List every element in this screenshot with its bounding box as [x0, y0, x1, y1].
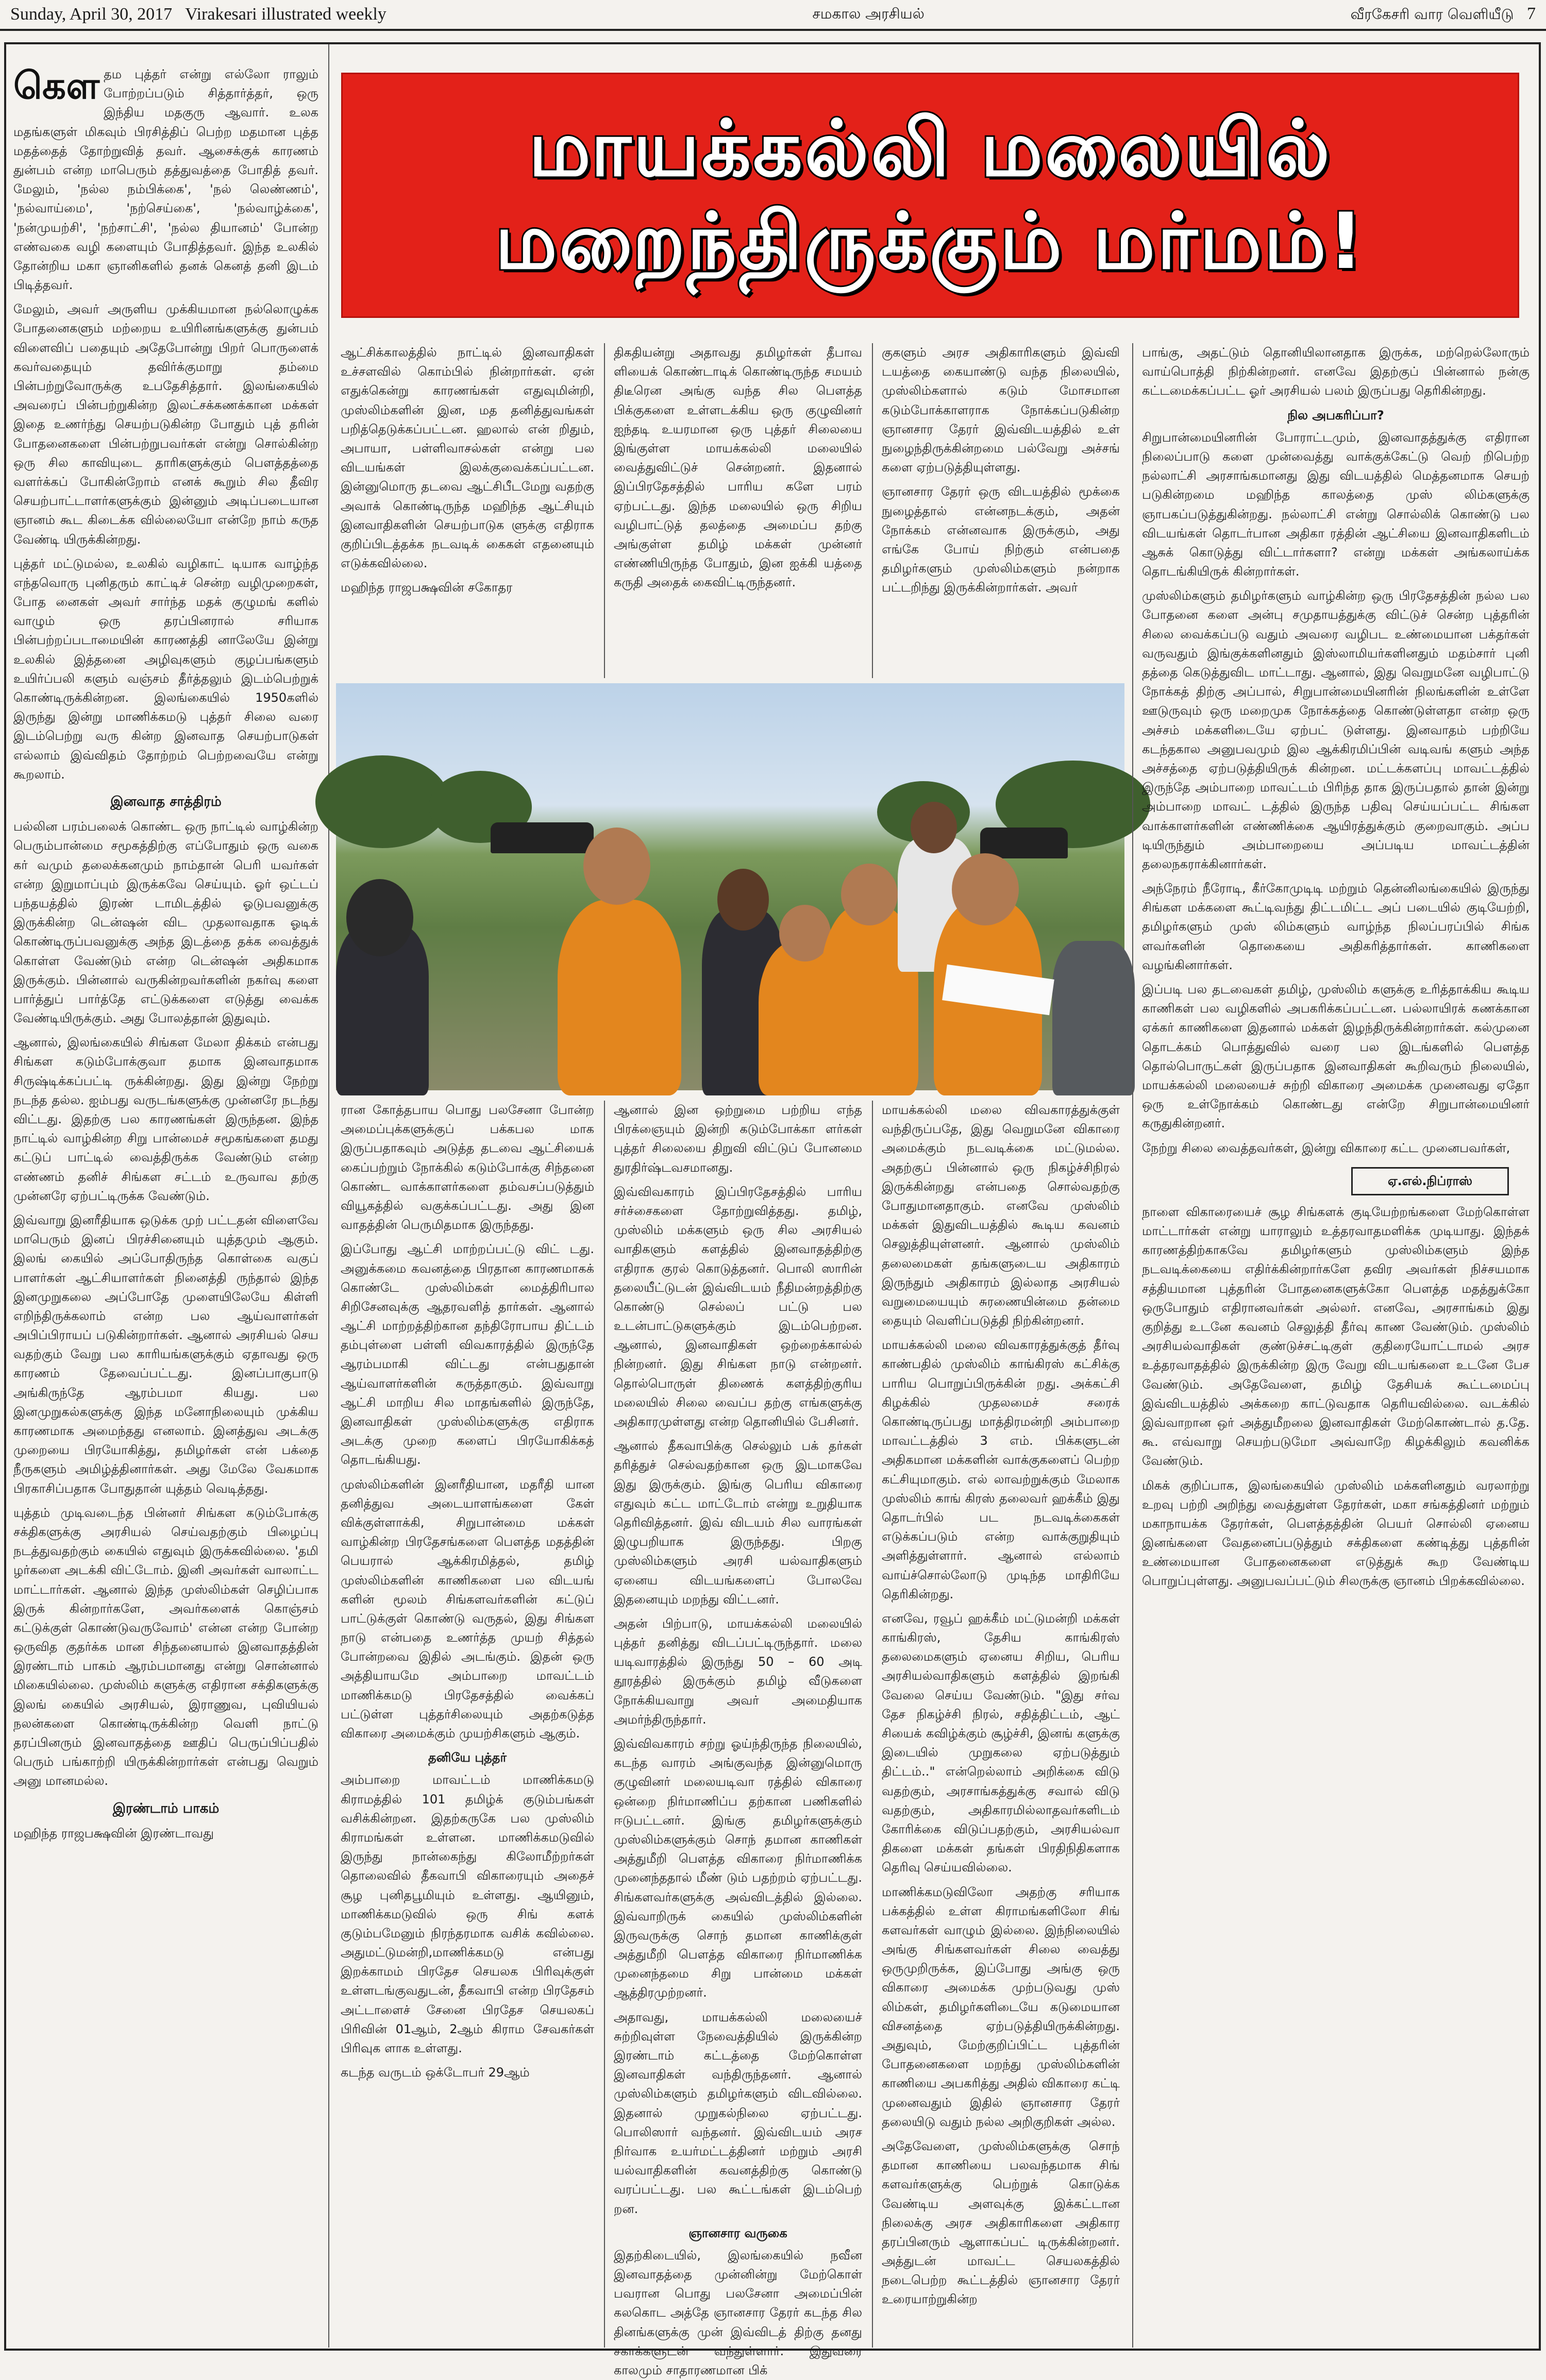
- col1-para-7: யுத்தம் முடிவடைந்த பின்னர் சிங்கள கடும்போக்கு சக்திகளுக்கு அரசியல் செய்வதற்கும் பிழைப்பு நடத்துவதற்கும் கையில் எதுவும் இருக்கவில்லை. 'தமி ழர்களை அடக்கி விட்டோம். இனி அவர்கள் வாலாட்ட மாட்டார்கள். ஆனால் இந்த முஸ்லிம்கள் செழிப்பாக இருக் கின்றார்களே, அவர்களைக் கொஞ்சம் கட்டுக்குள் கொண்டுவருவோம்' என்ன என்ற போன்ற ஒருவித குதர்க்க மான சிந்தனையால் இனவாதத்தின் இரண்டாம் பாகம் ஆரம்பமானது என்று சொன்னால் மிகையில்லை. முஸ்லிம் களுக்கு எதிரான சக்திகளுக்கு இலங் கையில் அரசியல், இராணுவ, புவியியல் நலன்களை கொண்டிருக்கின்ற வெளி நாட்டு தரப்பினரும் இனவாதத்தை ஊதிப் பெருப்பிப்பதில் பெரும் பங்காற்றி யிருக்கின்றார்கள் என்பது வெறும் அனு மானமல்ல.: [13, 1505, 318, 1788]
- page-frame: [4, 42, 1541, 2377]
- headline-box: [341, 73, 1519, 318]
- col5-para-6: நேற்று சிலை வைத்தவர்கள், இன்று விகாரை கட்ட முனைபவர்கள்,: [1142, 1140, 1510, 1155]
- col3-top-para-1: திகதியன்று அதாவது தமிழர்கள் தீபாவ ளியைக் கொண்டாடிக் கொண்டிருந்த சமயம் திடீரென அங்கு வந்த சில பௌத்த பிக்குகளை உள்ளடக்கிய ஒரு குழுவினர் ஐந்தடி உயரமான ஒரு புத்தர் சிலையை இங்குள்ள மாயக்கல்லி மலையில் வைத்துவிட்டுச் சென்றனர். இதனால் இப்பிரதேசத்தில் பாரிய களே பரம் ஏற்பட்டது. இந்த மலையில் ஒரு சிறிய வழிபாட்டுத் தலத்தை அமைப்ப தற்கு அங்குள்ள தமிழ் மக்கள் முன்னர் எண்ணியிருந்த போதும், இன ஐக்கி யத்தை கருதி அதைக் கைவிட்டிருந்தனர்.: [614, 345, 862, 590]
- page-header: [0, 0, 1546, 31]
- news-photo: [336, 683, 1124, 1090]
- col2-bottom-para-3: முஸ்லிம்களின் இனரீதியான, மதரீதி யான தனித்துவ அடையாளங்களை கேள் விக்குள்ளாக்கி, சிறுபான்மை மக்கள் வாழ்கின்ற பிரதேசங்களை பௌத்த மதத்தின் பெயரால் ஆக்கிரமித்தல், தமிழ் முஸ்லிம்களின் காணிகளை பல விடயங் களின் மூலம் சிங்களவர்களின் கட்டுப் பாட்டுக்குள் கொண்டு வருதல், இது சிங்கள நாடு என்பதை உணர்த்த முயற் சித்தல் போன்றவை இதில் அடங்கும். இதன் ஒரு அத்தியாயமே அம்பாறை மாவட்டம் மாணிக்கமடு பிரதேசத்தில் வைக்கப் பட்டுள்ள புத்தர்சிலையும் அதற்கடுத்த விகாரை அமைக்கும் முயற்சிகளும் ஆகும்.: [341, 1477, 594, 1741]
- header-publication: Virakesari illustrated weekly: [185, 5, 386, 24]
- col1-para-3: புத்தர் மட்டுமல்ல, உலகில் வழிகாட் டியாக வாழ்ந்த எந்தவொரு புனிதரும் காட்டிச் சென்ற வழிமுறைகள், போத னைகள் அவர் சார்ந்த மதக் குழுமங் களில் வாழும் ஒரு தரப்பினரால் சரியாக பின்பற்றப்படாமையின் காரணத்தி னாலேயே இன்று உலகில் இத்தனை அழிவுகளும் குழப்பங்களும் உயிர்ப்பலி களும் வஞ்சம் தீர்த்தலும் இடம்பெற்றுக் கொண்டிருக்கின்றன. இலங்கையில் 1950களில் இருந்து இன்று மாணிக்கமடு புத்தர் சிலை வரை இடம்பெற்று வரு கின்ற இனவாத செயற்பாடுகள் எல்லாம் இவ்விதம் தோற்றம் பெற்றவையே என்று கூறலாம்.: [13, 556, 318, 782]
- col1-para-1: [13, 65, 318, 295]
- column-rule: [328, 44, 329, 2348]
- col4-top-para-2: ஞானசார தேரர் ஒரு விடயத்தில் மூக்கை நுழைத்தால் என்னநடக்கும், அதன் நோக்கம் என்னவாக இருக்கும், அது எங்கே போய் நிற்கும் என்பதை தமிழர்களும் முஸ்லிம்களும் நன்றாக பட்டறிந்து இருக்கின்றார்கள். அவர்: [882, 484, 1120, 595]
- col1-para-6: இவ்வாறு இனரீதியாக ஒடுக்க முற் பட்டதன் விளைவே மாபெரும் இனப் பிரச்சினையும் யுத்தமும் ஆகும். இலங் கையில் அப்போதிருந்த கொள்கை வகுப் பாளர்கள் ஆட்சியாளர்கள் நினைத்தி ருந்தால் இந்த இனமுறுகலை அப்போதே முளையிலேயே கிள்ளி எறிந்திருக்கலாம் என்ற பல ஆய்வாளர்கள் அபிப்பிராயப் படுகின்றார்கள். ஆனால் அரசியல் செய வதற்கும் வேறு பல காரியங்களுக்கும் ஏதாவது ஒரு காரணம் தேவைப்பட்டது. இனப்பாகுபாடு அங்கிருந்தே ஆரம்பமா கியது. பல இனமுறுகல்களுக்கு இந்த மனோநிலையும் முக்கிய காரணமாக அமைந்தது எனலாம். இனத்துவ அடக்கு முறையை பிரயோகித்து, தமிழர்கள் என் பக்தை நீருகளும் அமிழ்த்தினார்கள். அது மேலே வேகமாக பிரகாசிப்பதாக போதுதான் யுத்தம் வெடித்தது.: [13, 1212, 318, 1496]
- header-left: [10, 5, 386, 24]
- col1-para-4: பல்லின பரம்பலைக் கொண்ட ஒரு நாட்டில் வாழ்கின்ற பெரும்பான்மை சமூகத்திற்கு எப்போதும் ஒரு வகை கர் வமும் தலைக்கனமும் நாம்தான் பெரி யவர்கள் என்ற இறுமாப்பும் இருக்கவே செய்யும். ஓர் ஒட்டப் பந்தயத்தில் இரண் டாமிடத்தில் ஓடுபவனுக்கு இருக்கின்ற டென்ஷன் விட முதலாவதாக ஓடிக் கொண்டிருப்பவனுக்கு அந்த இடத்தை தக்க வைத்துக் கொள்ள வேண்டும் என்ற டென்ஷன் அதிகமாக இருக்கும். பின்னால் வருகின்றவர்களின் நகர்வு களை பார்த்துப் பார்த்தே எட்டுக்களை எடுத்து வைக்க வேண்டியிருக்கும். அது போலத்தான் இதுவும்.: [13, 819, 318, 1026]
- col1-para-5: ஆனால், இலங்கையில் சிங்கள மேலா திக்கம் என்பது சிங்கள கடும்போக்குவா தமாக இனவாதமாக சிருஷ்டிக்கப்பட்டி ருக்கின்றது. இது இன்று நேற்று நடந்த தல்ல. ஐம்பது வருடங்களுக்கு முன்னரே நடந்து விட்டது. இதற்கு பல காரணங்கள் இருந்தன. இந்த நாட்டில் வாழ்கின்ற சிறு பான்மைச் சமூகங்களை தமது கட்டுப் பாட்டில் வைத்திருக்க வேண்டும் என்ற எண்ணம் தனிச் சிங்கள சட்டம் உருவாவ தற்கு முன்னரே ஏற்பட்டிருக்க வேண்டும்.: [13, 1035, 318, 1203]
- col5-para-8: மிகக் குறிப்பாக, இலங்கையில் முஸ்லிம் மக்களினதும் வரலாற்று உறவு பற்றி அறிந்து வைத்துள்ள தேரர்கள், மகா சங்கத்தினர் மற்றும் மகாநாயக்க தேரர்கள், பௌத்தத்தின் பெயர் சொல்லி ஏனைய இனங்களை வேதனைப்படுத்தும் சக்திகளை கண்டித்து புத்தரின் உண்மையான போதனைகளை எடுத்துக் கூற வேண்டிய பொறுப்புள்ளது. அனுபவப்பட்டும் சிலருக்கு ஞானம் பிறக்கவில்லை.: [1142, 1478, 1530, 1589]
- person-head: [911, 802, 957, 853]
- column-rule: [1132, 343, 1133, 2348]
- col1-text-1: தம புத்தர் என்று எல்லோ ராலும் போற்றப்படும் சித்தார்த்தர், ஒரு இந்திய மதகுரு ஆவார். உலக மதங்களுள் மிகவும் பிரசித்திப் பெற்ற மதமான புத்த மதத்தைத் தோற்றுவித் தவர். ஆசைக்குக் காரணம் துன்பம் என்ற மாபெரும் தத்துவத்தை போதித் தவர். மேலும், 'நல்ல நம்பிக்கை', 'நல் லெண்ணம்', 'நல்வாய்மை', 'நற்செய்கை', 'நல்வாழ்க்கை', 'நன்முயற்சி', 'நற்சாட்சி', 'நல்ல தியானம்' போன்ற எண்வகை வழி களையும் போதித்தவர். இந்த உலகில் தோன்றிய மகா ஞானிகளில் தனக் கெனத் தனி இடம் பிடித்தவர்.: [13, 67, 318, 293]
- column-2-top: [333, 343, 601, 678]
- col4-bottom-para-3: எனவே, ரவூப் ஹக்கீம் மட்டுமன்றி மக்கள் காங்கிரஸ், தேசிய காங்கிரஸ் தலைமைகளும் ஏனைய சிறிய, பெரிய அரசியல்வாதிகளும் களத்தில் இறங்கி வேலை செய்ய வேண்டும். "இது சர்வ தேச நிகழ்ச்சி நிரல், சதித்திட்டம், ஆட் சியைக் கவிழ்க்கும் சூழ்ச்சி, இனங் களுக்கு இடையில் முறுகலை ஏற்படுத்தும் திட்டம்.." என்றெல்லாம் அறிக்கை விடு வதற்கும், அரசாங்கத்துக்கு சவால் விடு வதற்கும், அதிகாரமில்லாதவர்களிடம் கோரிக்கை விடுப்பதற்கும், அரசியல்வா திகளை மக்கள் தங்கள் பிரதிநிதிகளாக தெரிவு செய்யவில்லை.: [882, 1611, 1120, 1875]
- column-rule: [872, 1101, 873, 2348]
- column-4-top: [875, 343, 1127, 678]
- col4-bottom-para-5: அதேவேளை, முஸ்லிம்களுக்கு சொந் தமான காணியை பலவந்தமாக சிங் களவர்களுக்கு பெற்றுக் கொடுக்க வேண்டிய அளவுக்கு இக்கட்டான நிலைக்கு அரச அதிகாரிகளை அதிகார தரப்பினரும் ஆளாகப்பட் டிருக்கின்றனர். அத்துடன் மாவட்ட செயலகத்தில் நடைபெற்ற கூட்டத்தில் ஞானசார தேரர் உரையாற்றுகின்ற: [882, 2138, 1120, 2307]
- col3-bottom-para-1: ஆனால் இன ஒற்றுமை பற்றிய எந்த பிரக்ஞையும் இன்றி கடும்போக்கா ளர்கள் புத்தர் சிலையை திறுவி விட்டுப் போனமை துரதிர்ஷ்டவசமானது.: [614, 1103, 862, 1175]
- car: [491, 822, 594, 853]
- dropcap: கௌ: [13, 63, 100, 107]
- person-head: [717, 869, 769, 931]
- col2-bottom-para-2: இப்போது ஆட்சி மாற்றப்பட்டு விட் டது. அனுக்கமை கவனத்தை பிரதான காரணமாகக் கொண்டே முஸ்லிம்கள் மைத்திரிபால சிறிசேனவுக்கு ஆதரவளித் தார்கள். ஆனால் ஆட்சி மாற்றத்திற்கான தந்திரோபாய திட்டம் தம்புள்ளை பள்ளி விவகாரத்தில் இருந்தே ஆரம்பமாகி விட்டது என்பதுதான் ஆய்வாளர்களின் கருத்தாகும். இவ்வாறு ஆட்சி மாறிய சில மாதங்களில் இருந்தே, இனவாதிகள் முஸ்லிம்களுக்கு எதிராக அடக்கு முறை களைப் பிரயோகிக்கத் தொடங்கியது.: [341, 1242, 594, 1467]
- col3-subhead: ஞானசார வருகை: [688, 2225, 787, 2240]
- column-rule: [872, 343, 873, 678]
- col3-bottom-para-5: இவ்விவகாரம் சற்று ஓய்ந்திருந்த நிலையில், கடந்த வாரம் அங்குவந்த இன்னுமொரு குழுவினர் மலையடிவா ரத்தில் விகாரை ஒன்றை நிர்மாணிப்ப தற்கான பணிகளில் ஈடுபட்டனர். இங்கு தமிழர்களுக்கும் முஸ்லிம்களுக்கும் சொந் தமான காணிகள் அத்துமீறி பௌத்த விகாரை நிர்மாணிக்க முனைந்ததால் மீண் டும் பதற்றம் ஏற்பட்டது. சிங்களவர்களுக்கு அவ்விடத்தில் இல்லை. இவ்வாறிருக் கையில் முஸ்லிம்களின் இருவருக்கு சொந் தமான காணிக்குள் அத்துமீறி பௌத்த விகாரை நிர்மாணிக்க முனைந்தமை சிறு பான்மை மக்கள் ஆத்திரமுற்றனர்.: [614, 1736, 862, 2000]
- col4-top-para-1: குகளும் அரச அதிகாரிகளும் இவ்வி டயத்தை கையாண்டு வந்த நிலையில், முஸ்லிம்களால் கடும் மோசமான கடும்போக்காளராக நோக்கப்படுகின்ற ஞானசார தேரர் இவ்விடயத்தில் உள் நுழைந்திருக்கின்றமை பல்வேறு அச்சங் களை ஏற்படுத்தியுள்ளது.: [882, 345, 1120, 475]
- col2-top-para-1: ஆட்சிக்காலத்தில் நாட்டில் இனவாதிகள் உச்சளவில் கொம்பில் நின்றார்கள். ஏன் எதுக்கென்று காரணங்கள் எதுவுமின்றி, முஸ்லிம்களின் இன, மத தனித்துவங்கள் பறித்தெடுக்கப்பட்டன. ஹலால் என் றிதும், அபாயா, பள்ளிவாசல்கள் என்று பல விடயங்கள் இலக்குவைக்கப்பட்டன. இன்னுமொரு தடவை ஆட்சிபீடமேறு வதற்கு அவாக் கொண்டிருந்த மஹிந்த ஆட்சியும் இனவாதிகளின் செயற்பாடுக ளுக்கு எதிராக குறிப்பிடத்தக்க நடவடிக் கைகள் எதனையும் எடுக்கவில்லை.: [341, 345, 594, 571]
- column-4-bottom: [875, 1101, 1127, 2348]
- col2-top-para-2: மஹிந்த ராஜபக்ஷவின் சகோதர: [341, 580, 513, 595]
- person: [1052, 941, 1135, 1095]
- col3-bottom-para-2: இவ்விவகாரம் இப்பிரதேசத்தில் பாரிய சர்ச்சைகளை தோற்றுவித்தது. தமிழ், முஸ்லிம் மக்களும் ஒரு சில அரசியல் வாதிகளும் களத்தில் இனவாதத்திற்கு எதிராக குரல் கொடுத்தனர். பொலி ஸாரின் தலையீட்டுடன் இவ்விடயம் நீதிமன்றத்திற்கு கொண்டு செல்லப் பட்டு பல உடன்பாட்டுகளுக்கும் இடம்பெற்றன. ஆனால், இனவாதிகள் ஒற்றைக்கால்ல் நின்றனர். இது சிங்கள நாடு என்றனர். தொல்பொருள் திணைக் களத்திற்குரிய மலையில் சிலை வைப்ப தற்கு எங்களுக்கு அதிகாரமுள்ளது என்ற தொனியில் பேசினர்.: [614, 1184, 862, 1429]
- col4-bottom-para-2: மாயக்கல்லி மலை விவகாரத்துக்குத் தீர்வு காண்பதில் முஸ்லிம் காங்கிரஸ் கட்சிக்கு பாரிய பொறுப்பிருக்கின் றது. அக்கட்சி கிழக்கில் முதலமைச் சரைக் கொண்டிருப்பது மாத்திரமன்றி அம்பாறை மாவட்டத்தில் 3 எம். பிக்களுடன் அதிகமான மக்களின் வாக்குகளைப் பெற்ற கட்சியுமாகும். எல் லாவற்றுக்கும் மேலாக முஸ்லிம் காங் கிரஸ் தலைவர் ஹக்கீம் இது தொடர்பில் பட நடவடிக்கைகள் எடுக்கப்படும் என்ற வாக்குறுதியும் அளித்துள்ளார். ஆனால் எல்லாம் வாய்ச்சொல்லோடு முடிந்த மாதிரியே தெரிகின்றது.: [882, 1338, 1120, 1601]
- column-1: [6, 44, 326, 2348]
- monk-head: [952, 853, 1019, 925]
- col2-bottom-para-5: கடந்த வருடம் ஒக்டோபர் 29ஆம்: [341, 2065, 530, 2080]
- col3-bottom-para-6: அதாவது, மாயக்கல்லி மலையைச் சுற்றிவுள்ள நேவைத்தியில் இருக்கின்ற இரண்டாம் கட்டத்தை மேற்கொள்ள இனவாதிகள் வந்திருந்தனர். ஆனால் முஸ்லிம்களும் தமிழர்களும் விடவில்லை. இதனால் முறுகல்நிலை ஏற்பட்டது. பொலிஸார் வந்தனர். இவ்விடயம் அரச நிர்வாக உயர்மட்டத்தினர் மற்றும் அரசி யல்வாதிகளின் கவனத்திற்கு கொண்டு வரப்பட்டது. பல கூட்டங்கள் இடம்பெற் றன.: [614, 2010, 862, 2216]
- col4-bottom-para-4: மாணிக்கமடுவிலோ அதற்கு சரியாக பக்கத்தில் உள்ள கிராமங்களிலோ சிங் களவர்கள் வாழும் இல்லை. இந்நிலையில் அங்கு சிங்களவர்கள் சிலை வைத்து ஒருமுறிருக்க, இப்போது அங்கு ஒரு விகாரை அமைக்க முற்படுவது முஸ் லிம்கள், தமிழர்களிடையே கடுமையான விசனத்தை ஏற்படுத்தியிருக்கின்றது. அதுவும், மேற்குறிப்பிட்ட புத்தரின் போதனைகளை மறந்து முஸ்லிம்களின் காணியை அபகரித்து அதில் விகாரை கட்டி முனைவதும் இதில் ஞானசார தேரர் தலையிடு வதும் நல்ல அறிகுறிகள் அல்ல.: [882, 1884, 1120, 2129]
- headline-line-1: மாயக்கல்லி மலையில்: [528, 104, 1332, 194]
- col1-para-8: மஹிந்த ராஜபக்ஷவின் இரண்டாவது: [13, 1826, 214, 1841]
- author-byline: ஏ.எல்.நிப்ராஸ்: [1351, 1167, 1509, 1195]
- monk-head: [841, 864, 898, 925]
- col1-subhead: இனவாத சாத்திரம்: [110, 794, 222, 809]
- col5-para-2: சிறுபான்மையினரின் போராட்டமும், இனவாதத்துக்கு எதிரான நிலைப்பாடு களை முன்வைத்து வாக்குக்கேட்டு வெற் றிபெற்ற நல்லாட்சி அரசாங்கமானது இது விடயத்தில் மெத்தனமாக செயற் படுகின்றமை மஹிந்த காலத்தை முஸ் லிம்களுக்கு ஞாபகப்படுத்துகின்றது. நல்லாட்சி என்று சொல்லிக் கொண்டு பல விடயங்கள் தொடர்பான அதிகா ரத்தின் ஆட்சியை இனவாதிகளிடம் ஆசுக் கொடுத்து விட்டார்களா? என்று மக்கள் அங்கலாய்க்க தொடங்கியிருக் கின்றார்கள்.: [1142, 430, 1530, 579]
- header-section: சமகால அரசியல்: [812, 5, 925, 22]
- monk-robe: [558, 900, 681, 1095]
- col5-para-4: அந்நேரம் நீரோடி, கீர்கோமுடிடி மற்றும் தென்னிலங்கையில் இருந்து சிங்கள மக்களை கூட்டிவந்து திட்டமிட்ட அப் படையில் குடியேற்றி, தமிழர்களும் முஸ் லிம்களும் வாழ்ந்த நிலப்பரப்பில் சிங்க ளவர்களின் தொகையை அதிகரித்தார்கள். காணிகளை வழங்கினார்கள்.: [1142, 881, 1530, 972]
- col3-bottom-para-4: அதன் பிற்பாடு, மாயக்கல்லி மலையில் புத்தர் தனித்து விடப்பட்டிருந்தார். மலை யடிவாரத்தில் இருந்து 50 – 60 அடி தூரத்தில் இருக்கும் தமிழ் வீடுகளை நோக்கியவாறு அவர் அமைதியாக அமர்ந்திருந்தார்.: [614, 1616, 862, 1727]
- column-3-bottom: [607, 1101, 869, 2377]
- monk-head: [583, 828, 650, 905]
- header-page-number: 7: [1527, 4, 1536, 23]
- col3-bottom-para-3: ஆனால் தீகவாபிக்கு செல்லும் பக் தர்கள் தரித்துச் செல்வதற்கான ஒரு இடமாகவே இது இருக்கும். இங்கு பெரிய விகாரை எதுவும் கட்ட மாட்டோம் என்று உறுதியாக தெரிவித்தனர். இவ் விடயம் சில வாரங்கள் இழுபறியாக இருந்தது. பிறகு முஸ்லிம்களும் அரசி யல்வாதிகளும் ஏனைய விடயங்களைப் போலவே இதனையும் மறந்து விட்டனர்.: [614, 1439, 862, 1607]
- col5-para-3: முஸ்லிம்களும் தமிழர்களும் வாழ்கின்ற ஒரு பிரதேசத்தின் நல்ல பல போதனை களை அன்பு சமுதாயத்துக்கு விட்டுச் சென்ற புத்தரின் சிலை வைக்கப்படு வதும் அவரை வழிபட உண்மையான பக்தர்கள் வருவதும் இங்குக்களினதும் இஸ்லாமியர்களினதும் மதம்சார் புனி தத்தை கெடுத்துவிட மாட்டாது. ஆனால், இது வெறுமனே வழிபாட்டு நோக்கத் திற்கு அப்பால், சிறுபான்மையினரின் நிலங்களின் உள்ளே ஊடுருவும் ஒரு மறைமுக நோக்கத்தை கொண்டுள்ளதா என்ற ஒரு அச்சம் மக்களிடையே ஏற்பட் டுள்ளது. இனவாதம் பற்றியே கடந்தகால அனுபவமும் இல ஆக்கிரமிப்பின் வடிவங் களும் அந்த அச்சத்தை ஏற்படுத்தியிருக் கின்றன. மட்டக்களப்பு மாவட்டத்தில் இருந்தே அம்பாறை மாவட்டம் பிரிந்த தாக இருப்பதால் தான் இன்று அம்பாறை மாவட் டத்தில் இருந்த பதிவு செய்யப்பட்ட சிங்கள வாக்காளர்களின் எண்ணிக்கை ஆயிரத்துக்கும் குறைவாகும். அப்ப டியிருந்தும் அம்பாறையை அப்படிய மாவட்டத்தின் தலைநகராக்கினார்கள்.: [1142, 588, 1530, 871]
- column-rule: [604, 343, 605, 678]
- column-3-top: [607, 343, 869, 678]
- header-paper-name: வீரகேசரி வார வெளியீடு: [1350, 6, 1514, 23]
- column-rule: [604, 1101, 605, 2348]
- col2-bottom-para-4: அம்பாறை மாவட்டம் மாணிக்கமடு கிராமத்தில் 101 தமிழ்க் குடும்பங்கள் வசிக்கின்றன. இதற்கருகே பல முஸ்லிம் கிராமங்கள் உள்ளன. மாணிக்கமடுவில் இருந்து நான்கைந்து கிலோமீற்றர்கள் தொலைவில் தீகவாபி விகாரையும் அதைச் சூழ புனிதபூமியும் உள்ளது. ஆயினும், மாணிக்கமடுவில் ஒரு சிங் களக் குடும்பமேனும் நிரந்தரமாக வசிக் கவில்லை. அதுமட்டுமன்றி,மாணிக்கமடு என்பது இறக்காமம் பிரதேச செயலக பிரிவுக்குள் உள்ளடங்குவதுடன், தீகவாபி என்ற பிரதேசம் அட்டாளைச் சேனை பிரதேச செயலகப் பிரிவின் 01ஆம், 2ஆம் கிராம சேவகர்கள் பிரிவுக ளாக உள்ளது.: [341, 1773, 594, 2055]
- headline-line-2: மறைந்திருக்கும் மர்மம்!: [495, 197, 1366, 286]
- person-head: [346, 879, 413, 956]
- col4-bottom-para-1: மாயக்கல்லி மலை விவகாரத்துக்குள் வந்திருப்பதே, இது வெறுமனே விகாரை அமைக்கும் நடவடிக்கை மட்டுமல்ல. அதற்குப் பின்னால் ஒரு நிகழ்ச்சிநிரல் இருக்கின்றது என்பதை சொல்வதற்கு போதுமானதாகும். எனவே முஸ்லிம் மக்கள் இதுவிடயத்தில் கூடிய கவனம் செலுத்தியுள்ளனர். ஆனால் முஸ்லிம் தலைமைகள் தங்களுடைய அதிகாரம் இருந்தும் அதிகாரம் இல்லாத அரசியல் வறுமையையும் சுரணையின்மை தன்மை தையும் வெளிப்படுத்தி நிற்கின்றனர்.: [882, 1103, 1120, 1328]
- header-date: Sunday, April 30, 2017: [10, 5, 173, 24]
- column-5: [1135, 343, 1537, 2348]
- col5-para-7: நாளை விகாரையைச் சூழ சிங்களக் குடியேற்றங்களை மேற்கொள்ள மாட்டார்கள் என்று யாராலும் உத்தரவாதமளிக்க முடியாது. இந்தக் காரணத்திற்காகவே தமிழர்களும் முஸ்லிம்களும் இந்த நடவடிக்கையை எதிர்க்கின்றார்களே தவிர அவர்கள் நிச்சயமாக சத்தியமான புத்தரின் போதனைகளுக்கோ பௌத்த மதத்துக்கோ ஒருபோதும் எதிரானவர்கள் அல்லர். எனவே, அரசாங்கம் இது குறித்து உடனே கவனம் செலுத்தி தீர்வு காண வேண்டும். முஸ்லிம் அரசியல்வாதிகள் குண்டுச்சட்டிகுள் குதிரையோட்டாமல் அரச உத்தரவாதத்தில் இருக்கின்ற இரு வேறு விடயங்களை உடனே பேச வேண்டும். அதேவேளை, தமிழ் தேசியக் கூட்டமைப்பு இவ்விடயத்தில் அக்கறை காட்டுவதாக தெரியவில்லை. வடக்கில் இவ்வாறான ஒர் அத்துமீறலை இனவாதிகள் மேற்கொண்டால் த.தே. கூ. எவ்வாறு செயற்படுமோ அவ்வாறே கிழக்கிலும் கவனிக்க வேண்டும்.: [1142, 1204, 1530, 1468]
- col1-para-2: மேலும், அவர் அருளிய முக்கியமான நல்லொழுக்க போதனைகளும் மற்றைய உயிரினங்களுக்கு துன்பம் விளைவிப் பதையும் அதேபோன்று பிறர் பொருளைக் கவர்வதையும் தவிர்க்குமாறு தம்மை பின்பற்றுவோருக்கு உபதேசித்தார். இலங்கையில் அவரைப் பின்பற்றுகின்ற இலட்சக்கணக்கான மக்கள் இதை உணர்ந்து செயற்படுகின்ற போதும் புத் தரின் போதனைகளை பின்பற்றுபவர்கள் என்று சொல்கின்ற ஒரு சில காவியுடை தாரிகளுக்கும் பௌத்தத்தை வளர்க்கப் போகின்றோம் எனக் கூறும் சில தீவிர செயற்பாட்டாளர்களுக்கும் இன்னும் அடிப்படையான ஞானம் கூட கிடைக்க வில்லையோ என்றே நாம் கருத வேண்டி யிருக்கின்றது.: [13, 302, 318, 547]
- col2-subhead: தனியே புத்தர்: [428, 1750, 507, 1765]
- col5-para-5: இப்படி பல தடவைகள் தமிழ், முஸ்லிம் களுக்கு உரித்தாக்கிய கூடிய காணிகள் பல வழிகளில் அபகரிக்கப்பட்டன. பல்லாயிரக் கணக்கான ஏக்கர் காணிகளை இதனால் மக்கள் இழந்திருக்கின்றார்கள். கல்முனை தொடக்கம் பொத்துவில் வரை பல இடங்களில் பௌத்த தொல்பொருட்கள் இருப்பதாக இனவாதிகள் கூறிவரும் நிலையில், மாயக்கல்லி மலையைச் சுற்றி விகாரை அமைக்க முனைவது ஏதோ ஒரு உள்நோக்கம் கொண்டது என்றே சிறுபான்மையினர் கருதுகின்றனர்.: [1142, 982, 1530, 1131]
- col3-bottom-para-7: இதற்கிடையில், இலங்கையில் நவீன இனவாதத்தை முன்னின்று மேற்கொள் பவரான பொது பலசேனா அமைப்பின் கலகொட அத்தே ஞானசார தேரர் கடந்த சில தினங்களுக்கு முன் இவ்விடத் திற்கு தனது சகாக்களுடன் வந்துள்ளார். இதுவரை காலமும் சாதாரணமான பிக்: [614, 2248, 862, 2377]
- col2-bottom-para-1: ரான கோத்தபாய பொது பலசேனா போன்ற அமைப்புக்களுக்குப் பக்கபல மாக இருப்பதாகவும் அடுத்த தடவை ஆட்சியைக் கைப்பற்றும் நோக்கில் கடும்போக்கு சிந்தனை கொண்ட வாக்காளர்களை தம்வசப்படுத்தும் வியூகத்தில் வகுக்கப்பட்டது. அது இன வாதத்தின் பெருமிதமாக இருந்தது.: [341, 1103, 594, 1233]
- col5-subhead: நில அபகரிப்பா?: [1287, 408, 1384, 423]
- car: [980, 828, 1068, 858]
- header-right: [1351, 4, 1536, 25]
- col5-para-1: பாங்கு, அதட்டும் தொனியிலானதாக இருக்க, மற்றெல்லோரும் வாய்பொத்தி நிற்கின்றனர். எனவே இதற்குப் பின்னால் நன்கு கட்டமைக்கப்பட்ட ஓர் அரசியல் பலம் இருப்பது தெரிகின்றது.: [1142, 345, 1530, 398]
- column-2-bottom: [333, 1101, 601, 2348]
- col1-subhead-2: இரண்டாம் பாகம்: [112, 1800, 220, 1816]
